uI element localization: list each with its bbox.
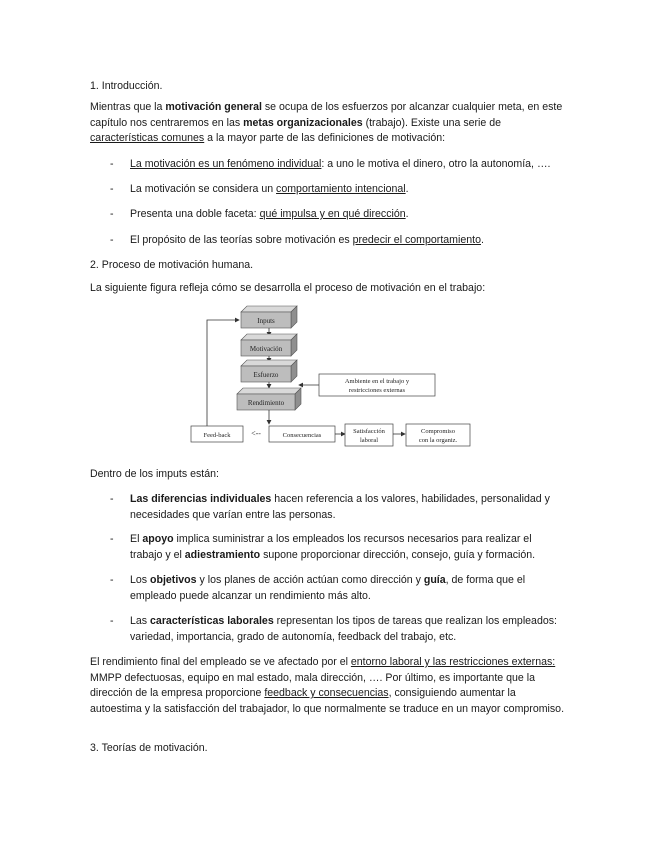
box-esfuerzo-label: Esfuerzo: [253, 371, 279, 379]
figure-intro: La siguiente figura refleja cómo se desarrolla el proceso de motivación en el trabajo:: [90, 282, 486, 294]
satisfaccion-label-2: laboral: [359, 437, 379, 444]
box-inputs: [241, 306, 297, 328]
box-inputs-label: Inputs: [257, 317, 275, 325]
compromiso-label-2: con la organiz.: [418, 437, 458, 444]
section-3-heading: 3. Teorías de motivación.: [90, 742, 208, 754]
ambient-label-1: Ambiente en el trabajo y: [344, 378, 410, 385]
section-1-heading: 1. Introducción.: [90, 80, 163, 92]
box-motivacion: [241, 334, 297, 356]
box-rendimiento: [237, 388, 301, 410]
section-2-heading: 2. Proceso de motivación humana.: [90, 259, 254, 271]
document-page: 1. Introducción. Mientras que la motivación general se ocupa de los esfuerzos por alcanzar cualquier meta, en este capítulo nos centraremos en las metas organizacionales (trabajo). Existe una serie de características comunes a la mayor parte de las definiciones de motivación: - La motivación es un fenómeno individual: a uno le motiva el dinero, otro la autonomía, …. - La motivación se considera un comportamiento intencional. - Presenta una doble faceta: qué impulsa y en qué dirección. - El propósito de las teorías sobre motivación es predecir el comportamiento. 2. Proceso de motivación humana. La siguiente figura refleja cómo se desarrolla el proceso de motivación en el trabajo: Inputs Motivación Esfuerzo Rendimiento Ambiente en el trabajo y restricciones externas Feed-back <-- Consecuencias Satisfacción laboral Compromiso con la organiz. Dentro de los imputs están: - Las diferencias individuales hacen referencia a los valores, habilidades, personalidad y necesidades que varían entre las personas. - El apoyo implica suministrar a los empleados los recursos necesarios para realizar el trabajo y el adiestramiento supone proporcionar dirección, consejo, guía y formación. - Los objetivos y los planes de acción actúan como dirección y guía, de forma que el empleado puede alcanzar un rendimiento más alto. - Las características laborales representan los tipos de tareas que realizan los empleados: variedad, importancia, grado de autonomía, feedback del trabajo, etc. El rendimiento final del empleado se ve afectado por el entorno laboral y las restricciones externas: MMPP defectuosas, equipo en mal estado, mala dirección, …. Por último, es importante que la dirección de la empresa proporcione feedback y consecuencias, consiguiendo aumentar la autoestima y la satisfacción del trabajador, lo que normalmente se traduce en un mayor compromiso. 3. Teorías de motivación.: [0, 0, 655, 848]
svg-text:<--: <--: [251, 429, 261, 438]
satisfaccion-label-1: Satisfacción: [353, 428, 385, 435]
ambient-label-2: restricciones externas: [348, 387, 406, 394]
inputs-intro: Dentro de los imputs están:: [90, 468, 219, 480]
final-paragraph: El rendimiento final del empleado se ve afectado por el entorno laboral y las restricciones externas: MMPP defectuosas, equipo en mal estado, mala dirección, …. Por último, es importante que la dirección de la empresa proporcione feedback y consecuencias, consiguiendo aumentar la autoestima y la satisfacción del trabajador, lo que normalmente se traduce en un mayor compromiso.: [90, 656, 565, 715]
consecuencias-label: Consecuencias: [282, 432, 322, 439]
intro-paragraph: Mientras que la motivación general se ocupa de los esfuerzos por alcanzar cualquier meta, en este capítulo nos centraremos en las metas organizacionales (trabajo). Existe una serie de características comunes a la mayor parte de las definiciones de motivación:: [90, 101, 563, 144]
motivation-process-diagram: [185, 300, 480, 450]
box-esfuerzo: [241, 360, 297, 382]
box-motivacion-label: Motivación: [249, 345, 283, 353]
feedback-label: Feed-back: [203, 432, 231, 439]
compromiso-label-1: Compromiso: [421, 428, 455, 435]
box-rendimiento-label: Rendimiento: [247, 399, 285, 407]
